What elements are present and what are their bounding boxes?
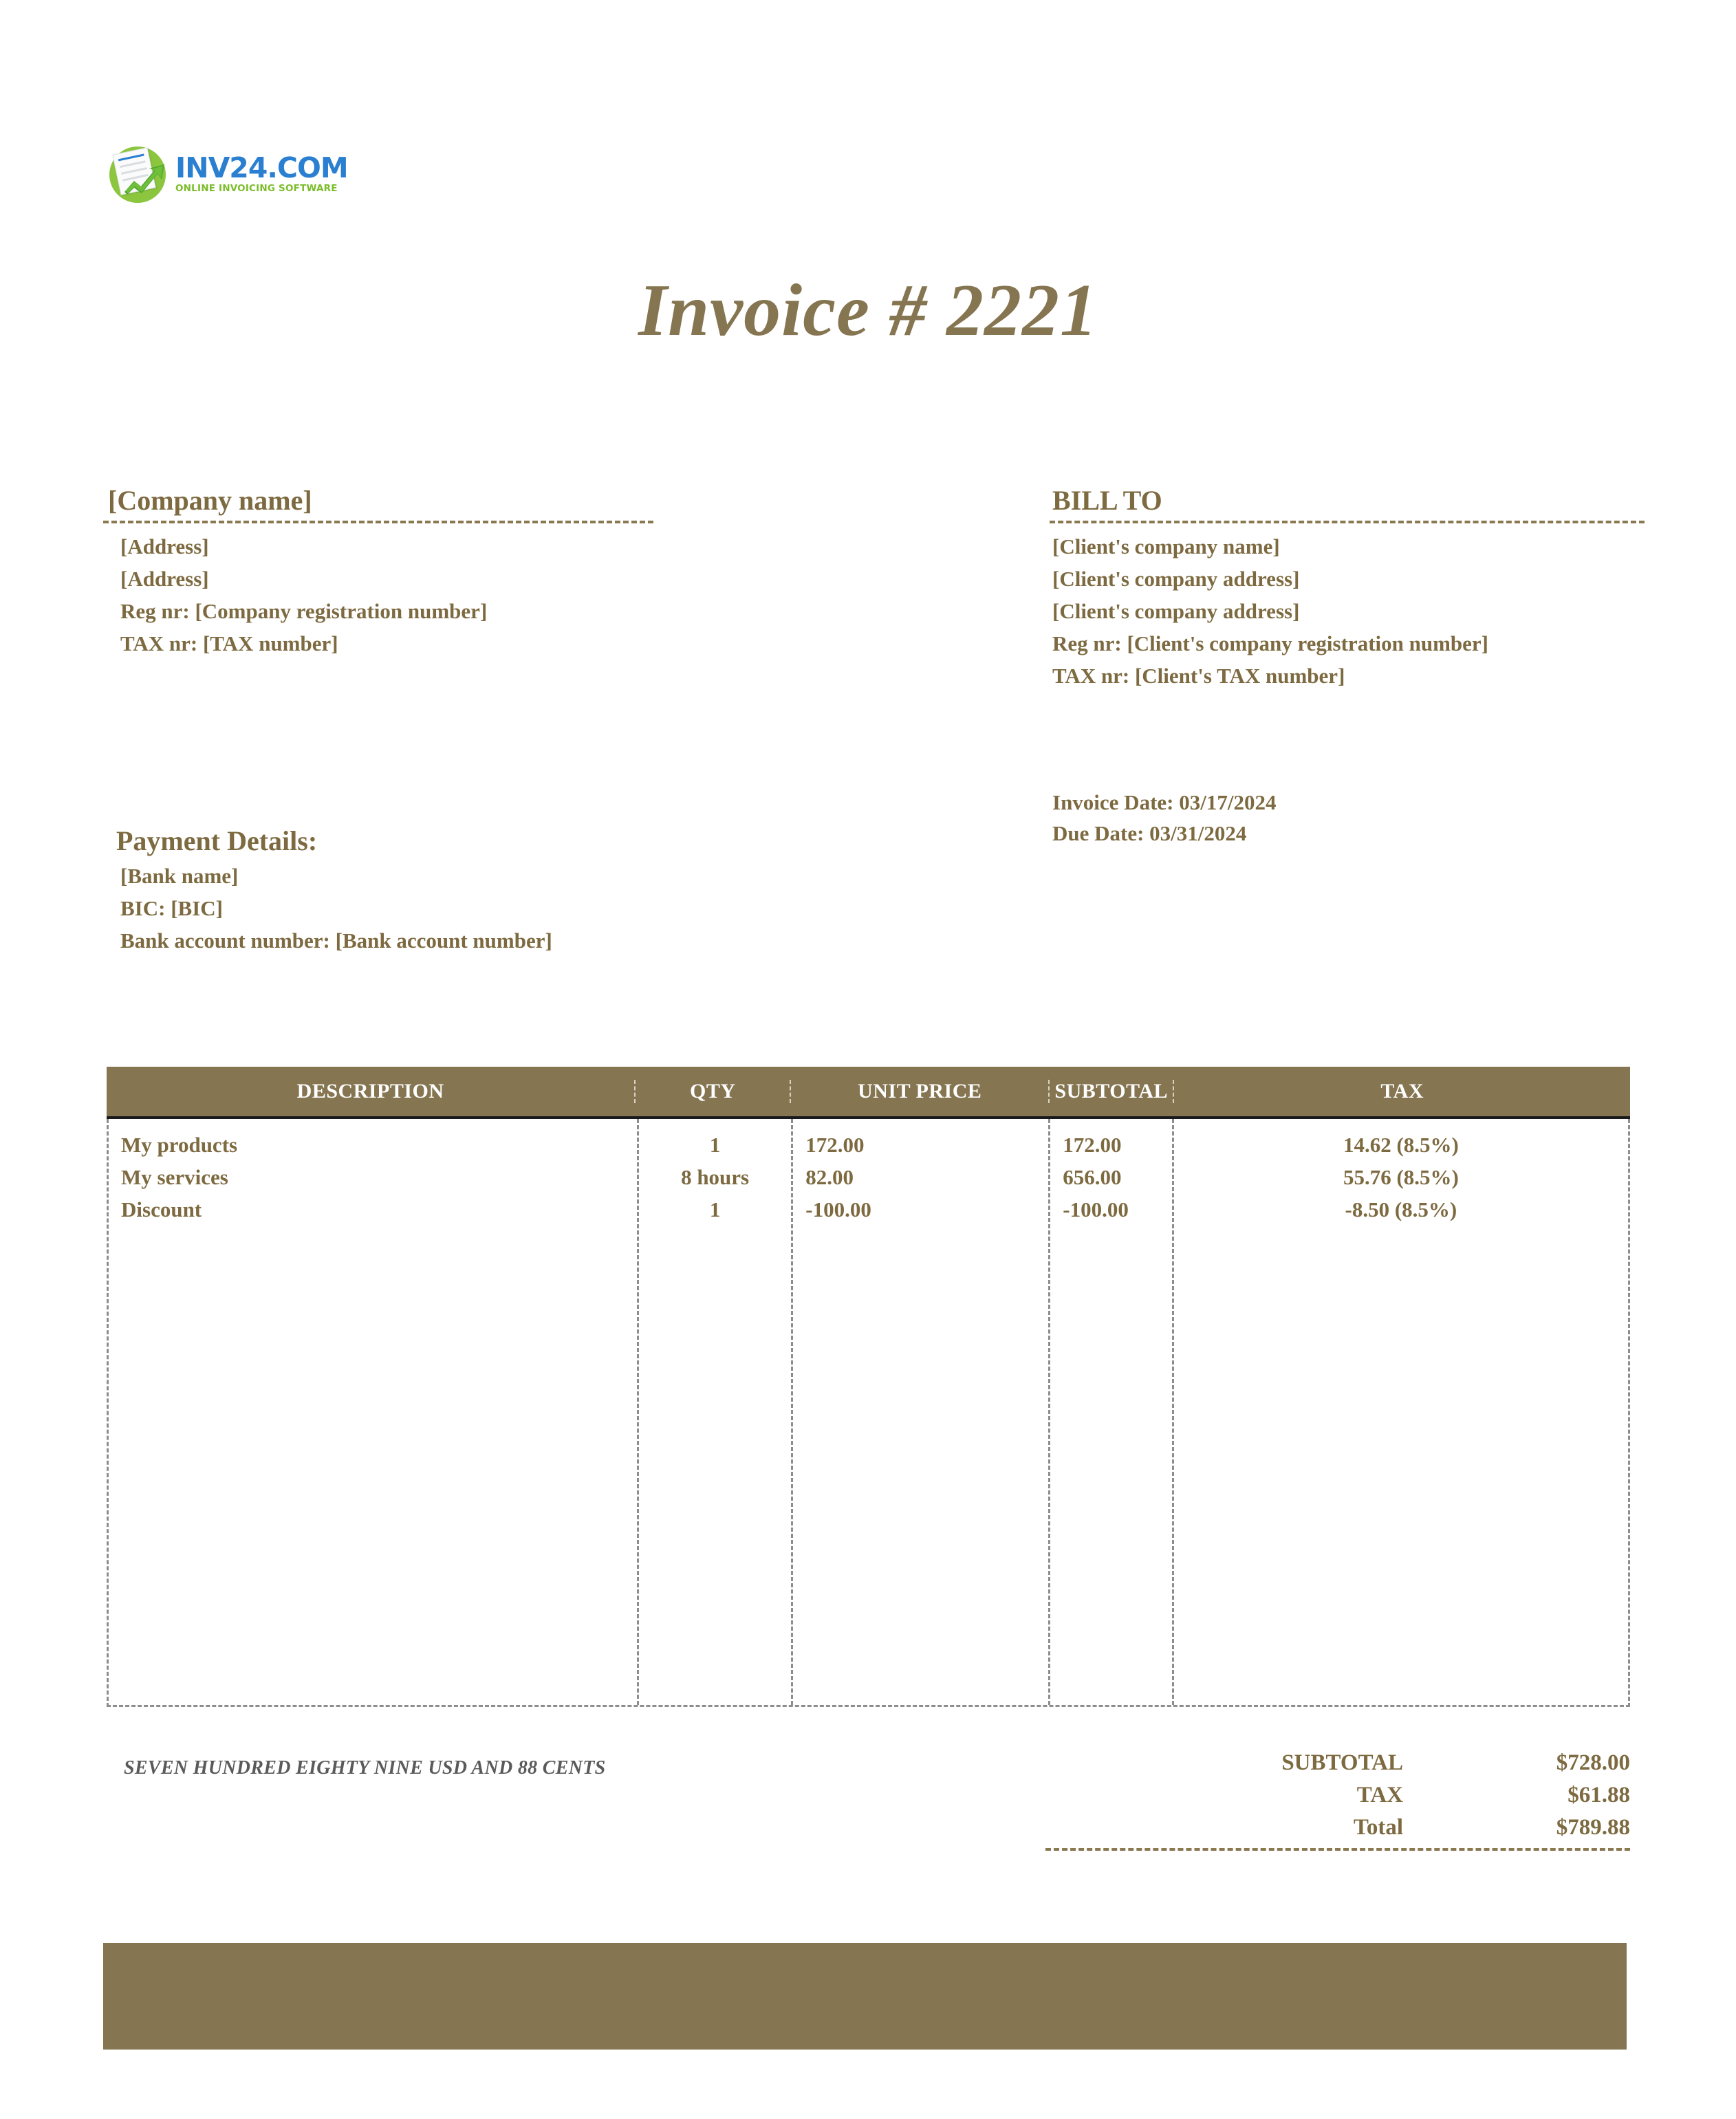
item-subtotal: 656.00 — [1063, 1165, 1122, 1190]
client-reg-nr: Reg nr: [Client's company registration number] — [1052, 631, 1489, 656]
totals-block — [1045, 1747, 1630, 1851]
invoice-date: Invoice Date: 03/17/2024 — [1052, 790, 1277, 814]
column-qty-values — [637, 1119, 791, 1705]
brand-logo — [107, 141, 348, 206]
line-items-table — [107, 1067, 1630, 1707]
total-label: Total — [1353, 1814, 1403, 1840]
due-date: Due Date: 03/31/2024 — [1052, 821, 1247, 845]
seller-block — [108, 485, 664, 660]
seller-company-name: [Company name] — [108, 485, 312, 516]
item-qty: 1 — [709, 1133, 721, 1157]
amount-in-words: SEVEN HUNDRED EIGHTY NINE USD AND 88 CENTS — [124, 1757, 606, 1779]
subtotal-value: $728.00 — [1556, 1750, 1630, 1775]
bank-account-number: Bank account number: [Bank account number] — [120, 928, 552, 953]
item-description: My products — [121, 1133, 238, 1157]
bill-to-heading: BILL TO — [1052, 485, 1162, 516]
item-subtotal: -100.00 — [1063, 1197, 1129, 1222]
column-header-tax: TAX — [1173, 1080, 1630, 1103]
tax-value: $61.88 — [1567, 1782, 1630, 1807]
item-unit-price: -100.00 — [805, 1197, 871, 1222]
item-subtotal: 172.00 — [1063, 1133, 1122, 1157]
item-tax: 14.62 (8.5%) — [1343, 1133, 1459, 1157]
column-description-values — [109, 1119, 637, 1705]
totals-row-total — [1045, 1812, 1630, 1844]
item-tax: 55.76 (8.5%) — [1343, 1165, 1459, 1190]
client-tax-nr: TAX nr: [Client's TAX number] — [1052, 664, 1345, 688]
logo-growth-arrow-icon — [123, 163, 166, 195]
bill-to-divider — [1050, 521, 1645, 523]
column-header-description: DESCRIPTION — [296, 1080, 444, 1102]
item-unit-price: 82.00 — [805, 1165, 854, 1190]
bank-name: [Bank name] — [120, 864, 239, 888]
column-header-qty: QTY — [634, 1080, 790, 1103]
bank-bic: BIC: [BIC] — [120, 896, 223, 921]
invoice-title: Invoice # 2221 — [638, 270, 1098, 351]
payment-details-heading: Payment Details: — [116, 825, 318, 856]
totals-row-subtotal — [1045, 1747, 1630, 1779]
seller-divider — [103, 521, 653, 523]
totals-row-tax — [1045, 1779, 1630, 1812]
invoice-dates-block — [1052, 787, 1276, 849]
bill-to-block — [1052, 485, 1644, 693]
inv24-logo-icon — [107, 142, 170, 206]
client-company-name: [Client's company name] — [1052, 534, 1280, 558]
column-subtotal-values — [1048, 1119, 1172, 1705]
client-address-line-1: [Client's company address] — [1052, 567, 1300, 591]
subtotal-label: SUBTOTAL — [1281, 1750, 1403, 1775]
footer-band — [103, 1943, 1627, 2050]
payment-details-block — [116, 825, 602, 957]
item-qty: 1 — [709, 1197, 721, 1222]
brand-name: INV24.COM — [175, 151, 348, 184]
totals-divider — [1045, 1848, 1630, 1851]
item-tax: -8.50 (8.5%) — [1345, 1197, 1457, 1222]
seller-tax-nr: TAX nr: [TAX number] — [120, 631, 338, 656]
logo-doc-line — [118, 153, 144, 161]
item-unit-price: 172.00 — [805, 1133, 865, 1157]
brand-tagline: ONLINE INVOICING SOFTWARE — [175, 182, 338, 194]
column-unit-price-values — [791, 1119, 1048, 1705]
tax-label: TAX — [1356, 1782, 1403, 1807]
column-header-unit-price: UNIT PRICE — [790, 1080, 1048, 1103]
item-qty: 8 hours — [681, 1165, 750, 1190]
line-items-body — [107, 1119, 1630, 1707]
item-description: Discount — [121, 1197, 202, 1222]
client-address-line-2: [Client's company address] — [1052, 599, 1300, 624]
seller-address-line-1: [Address] — [120, 534, 209, 558]
line-items-header-row — [107, 1067, 1630, 1119]
column-header-subtotal: SUBTOTAL — [1048, 1080, 1173, 1103]
seller-reg-nr: Reg nr: [Company registration number] — [120, 599, 488, 624]
column-tax-values — [1172, 1119, 1628, 1705]
total-value: $789.88 — [1556, 1814, 1630, 1840]
seller-address-line-2: [Address] — [120, 567, 209, 591]
item-description: My services — [121, 1165, 228, 1190]
